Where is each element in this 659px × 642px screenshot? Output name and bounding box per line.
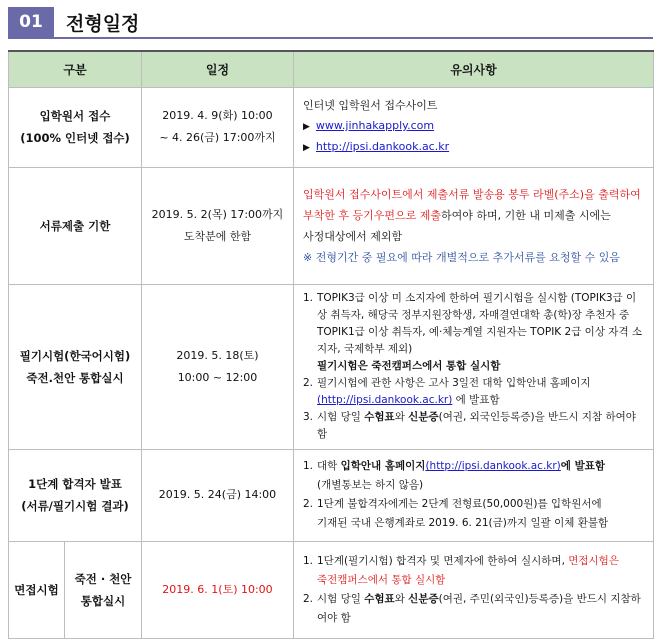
category-cell (9, 284, 142, 449)
list-item (303, 290, 645, 375)
item-text-bold: 신분증 (408, 592, 439, 605)
list-item (303, 590, 645, 628)
item-text-bold: 신분증 (408, 411, 439, 423)
item-text-bold: 입학안내 홈페이지 (340, 460, 426, 472)
item-text: 시험 당일 (317, 411, 365, 423)
notes-cell (294, 167, 654, 284)
date-cell (142, 284, 294, 449)
date-line: 10:00 ~ 12:00 (177, 370, 258, 384)
category-main: 면접시험 (9, 542, 65, 638)
category-cell (9, 541, 142, 638)
item-number: 2. (303, 377, 314, 389)
date-line: 2019. 4. 9(화) 10:00 (162, 109, 273, 122)
category-line: 통합실시 (80, 593, 126, 608)
table-row (9, 87, 654, 167)
section-header (8, 7, 653, 39)
column-header-date: 일정 (142, 51, 294, 87)
category-line: (서류/필기시험 결과) (21, 499, 129, 513)
item-text: 시험 당일 (317, 592, 365, 605)
date-line: 2019. 5. 2(목) 17:00까지 (151, 207, 284, 221)
note-text: 인터넷 입학원서 접수사이트 (303, 99, 438, 112)
category-line: 1단계 합격자 발표 (28, 477, 122, 491)
item-text: 와 (394, 592, 409, 605)
date-line: 도착분에 한함 (183, 229, 252, 243)
category-cell (9, 87, 142, 167)
list-item (303, 457, 645, 495)
item-text-bold: 필기시험은 죽전캠퍼스에서 통합 실시함 (317, 360, 501, 372)
item-text: 1단계 불합격자에게는 2단계 전형료(50,000원)를 입학원서에 (317, 498, 602, 510)
note-remark: ※ 전형기간 중 필요에 따라 개별적으로 추가서류를 요청할 수 있음 (303, 250, 620, 264)
table-row (9, 167, 654, 284)
category-cell (9, 449, 142, 541)
item-text-bold: 에 발표함 (560, 460, 606, 472)
item-text: TOPIK3급 이상 미 소지자에 한하여 필기시험을 실시함 (TOPIK3급 이상 취득자, 해당국 정부지원장학생, 자매결연대학 총(학)장 추천자 중 TOPIK1급 이상 취득자, 예·체능계열 지원자는 TOPIK 2급 이상 자격 소지자, 국제학부 제외) (317, 292, 643, 355)
arrow-icon: ▶ (303, 143, 310, 153)
table-row (9, 449, 654, 541)
category-line: (100% 인터넷 접수) (20, 131, 130, 145)
item-number: 2. (303, 498, 314, 510)
date-cell (142, 167, 294, 284)
notes-cell (294, 284, 654, 449)
date-line: 2019. 5. 18(토) (176, 348, 259, 362)
table-header-row (9, 51, 654, 87)
ipsi-dankook-link[interactable]: (http://ipsi.dankook.ac.kr) (317, 394, 453, 406)
header-divider (8, 37, 653, 39)
date-cell: 2019. 5. 24(금) 14:00 (142, 449, 294, 541)
category-cell: 서류제출 기한 (9, 167, 142, 284)
date-line: ~ 4. 26(금) 17:00까지 (159, 131, 276, 144)
item-number: 1. (303, 460, 314, 472)
date-cell (142, 87, 294, 167)
notes-cell (294, 87, 654, 167)
item-text-red: 면접시험은 (568, 554, 619, 567)
section-title: 전형일정 (66, 13, 140, 35)
ipsi-dankook-link[interactable]: (http://ipsi.dankook.ac.kr) (425, 460, 561, 472)
item-text: (여권, 외국인등록증)을 반드시 지참 하여야 함 (317, 411, 636, 440)
item-text: 대학 (317, 460, 341, 472)
notes-cell (294, 541, 654, 638)
date-cell: 2019. 6. 1(토) 10:00 (142, 541, 294, 638)
list-item (303, 495, 645, 533)
item-number: 3. (303, 411, 314, 423)
category-line: 죽전 · 천안 (74, 571, 132, 586)
schedule-table (8, 50, 654, 639)
category-sub (65, 542, 141, 638)
item-text: 와 (394, 411, 409, 423)
notes-list (303, 290, 645, 443)
item-text: (여권, 주민(외국인)등록증)을 반드시 지참하여야 함 (317, 592, 641, 624)
item-text-bold: 수험표 (364, 592, 395, 605)
item-text-red: 죽전캠퍼스에서 통합 실시함 (317, 573, 446, 586)
table-row (9, 541, 654, 638)
item-text: 에 발표함 (452, 394, 500, 406)
notes-list (303, 552, 645, 628)
notes-cell (294, 449, 654, 541)
category-line: 입학원서 접수 (39, 109, 111, 123)
list-item (303, 375, 645, 409)
column-header-notes: 유의사항 (294, 51, 654, 87)
note-text-red: 부착한 후 등기우편으로 제출 (303, 208, 442, 222)
section-number: 01 (8, 7, 54, 37)
note-text-red: 입학원서 접수사이트에서 제출서류 발송용 봉투 라벨(주소)을 출력하여 (303, 187, 641, 201)
column-header-category: 구분 (9, 51, 142, 87)
item-text: 필기시험에 관한 사항은 고사 3일전 대학 입학안내 홈페이지 (317, 377, 591, 389)
table-row (9, 284, 654, 449)
jinhakapply-link[interactable]: www.jinhakapply.com (315, 119, 435, 132)
ipsi-dankook-link[interactable]: http://ipsi.dankook.ac.kr (315, 140, 450, 153)
item-text: 1단계(필기시험) 합격자 및 면제자에 한하여 실시하며, (317, 554, 569, 567)
arrow-icon: ▶ (303, 122, 310, 132)
item-number: 2. (303, 592, 314, 605)
list-item (303, 552, 645, 590)
category-line: 죽전.천안 통합실시 (26, 370, 124, 385)
note-text: 사정대상에서 제외함 (303, 229, 403, 243)
item-number: 1. (303, 554, 314, 567)
note-text: 하여야 하며, 기한 내 미제출 시에는 (441, 208, 611, 222)
item-text: (개별통보는 하지 않음) (317, 479, 424, 491)
item-text-bold: 수험표 (364, 411, 395, 423)
item-text: 기재된 국내 은행계좌로 2019. 6. 21(금)까지 일괄 이체 환불함 (317, 517, 609, 529)
item-number: 1. (303, 292, 314, 304)
category-line: 필기시험(한국어시험) (19, 348, 131, 363)
list-item (303, 409, 645, 443)
notes-list (303, 457, 645, 533)
